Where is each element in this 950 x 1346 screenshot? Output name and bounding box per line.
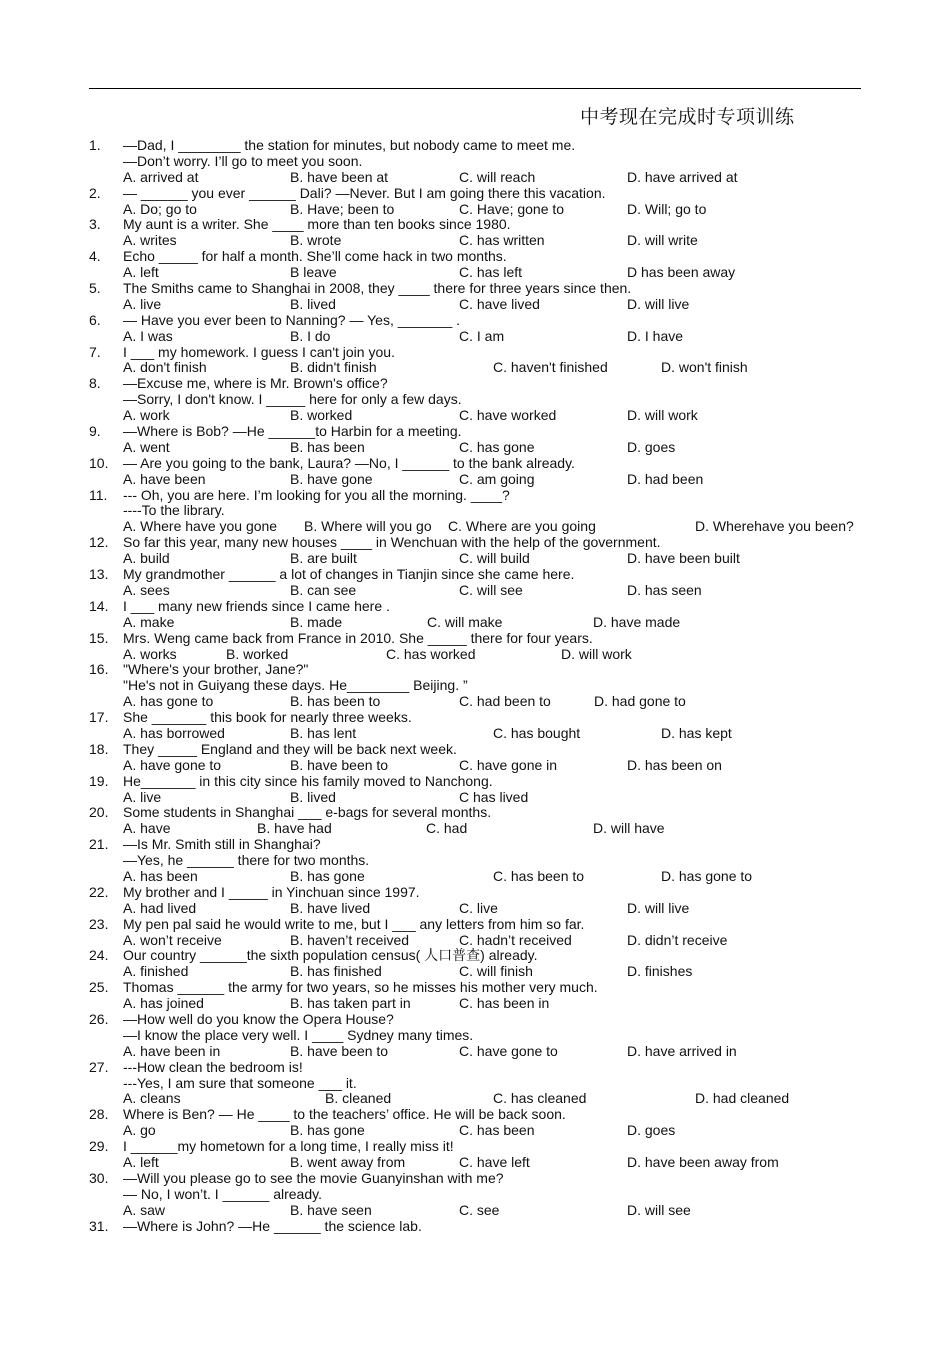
question-text: Some students in Shanghai ___ e-bags for several months. — [123, 804, 492, 821]
answer-option[interactable]: A. has joined — [123, 995, 204, 1012]
question-text: --- Oh, you are here. I’m looking for you all the morning. ____? — [123, 486, 510, 503]
question-number: 27. — [89, 1058, 109, 1075]
options-row — [0, 440, 950, 456]
question-text: —Dad, I ________ the station for minutes, but nobody came to meet me. — [123, 137, 576, 153]
answer-option[interactable]: D. had cleaned — [695, 1090, 790, 1107]
question-line — [0, 154, 950, 170]
answer-option[interactable]: A. live — [123, 295, 162, 312]
answer-option[interactable]: B. made — [290, 613, 343, 630]
question-line — [0, 885, 950, 901]
answer-option[interactable]: C. will finish — [459, 963, 533, 980]
answer-option[interactable]: B. Where will you go — [304, 518, 432, 535]
question-text: "Where's your brother, Jane?" — [123, 661, 309, 678]
question-item — [0, 376, 950, 424]
answer-option[interactable]: D. will have — [593, 820, 665, 837]
question-line — [0, 217, 950, 233]
question-number: 3. — [89, 216, 101, 233]
question-item — [0, 1139, 950, 1171]
question-line — [0, 948, 950, 964]
question-item — [0, 599, 950, 631]
answer-option[interactable]: A. make — [123, 613, 175, 630]
question-line — [0, 1012, 950, 1028]
answer-option[interactable]: B. are built — [290, 550, 357, 567]
answer-option[interactable]: C. Where are you going — [448, 518, 596, 535]
options-row — [0, 1044, 950, 1060]
question-line — [0, 1076, 950, 1092]
question-line — [0, 980, 950, 996]
answer-option[interactable]: B. has taken part in — [290, 995, 411, 1012]
options-row — [0, 329, 950, 345]
answer-option[interactable]: D. Wherehave you been? — [695, 518, 854, 535]
question-number: 16. — [89, 661, 109, 678]
question-text: My grandmother ______ a lot of changes in Tianjin since she came here. — [123, 566, 575, 583]
answer-option[interactable]: C. have gone to — [459, 1042, 558, 1059]
question-number: 15. — [89, 629, 109, 646]
answer-option[interactable]: A. left — [123, 1154, 159, 1170]
answer-option[interactable]: B. have been to — [290, 1042, 389, 1059]
answer-option[interactable]: C. will build — [459, 550, 530, 567]
question-number: 11. — [89, 486, 108, 503]
answer-option[interactable]: C. has left — [459, 264, 523, 281]
question-number: 6. — [89, 311, 101, 328]
question-number: 30. — [89, 1169, 109, 1186]
question-line — [0, 345, 950, 361]
answer-option[interactable]: B. has lent — [290, 724, 357, 741]
answer-option[interactable]: A. has gone to — [123, 693, 214, 710]
question-text: — ______ you ever ______ Dali? —Never. But I am going there this vacation. — [123, 184, 606, 201]
question-text: —I know the place very well. I ____ Sydney many times. — [123, 1026, 474, 1043]
options-row — [0, 360, 950, 376]
question-number: 17. — [89, 709, 109, 726]
question-number: 19. — [89, 772, 109, 789]
answer-option[interactable]: B. has gone — [290, 1122, 365, 1139]
question-line — [0, 1107, 950, 1123]
answer-option[interactable]: D. has seen — [627, 581, 702, 598]
answer-option[interactable]: C has lived — [459, 788, 529, 805]
question-item — [0, 885, 950, 917]
options-row — [0, 996, 950, 1012]
answer-option[interactable]: A. work — [123, 407, 170, 424]
options-row — [0, 647, 950, 663]
answer-option[interactable]: C. has written — [459, 232, 545, 249]
question-number: 2. — [89, 184, 101, 201]
question-item — [0, 1012, 950, 1060]
answer-option[interactable]: A. cleans — [123, 1090, 181, 1107]
options-row — [0, 901, 950, 917]
question-item — [0, 456, 950, 488]
answer-option[interactable]: B. have been at — [290, 168, 389, 185]
question-text: She _______ this book for nearly three weeks. — [123, 709, 412, 726]
answer-option[interactable]: A. has borrowed — [123, 724, 225, 741]
question-text: My pen pal said he would write to me, but I ___ any letters from him so far. — [123, 915, 585, 932]
options-row — [0, 694, 950, 710]
question-item — [0, 345, 950, 377]
answer-option[interactable]: D has been away — [627, 264, 736, 281]
question-text: I ______my hometown for a long time, I really miss it! — [123, 1138, 454, 1155]
question-line — [0, 1028, 950, 1044]
answer-option[interactable]: B. have lived — [290, 899, 371, 916]
answer-option[interactable]: C. am going — [459, 470, 535, 487]
options-row — [0, 615, 950, 631]
question-text: —Sorry, I don't know. I _____ here for only a few days. — [123, 391, 462, 408]
answer-option[interactable]: A. have — [123, 820, 171, 837]
question-line — [0, 1171, 950, 1187]
question-line — [0, 535, 950, 551]
question-number: 8. — [89, 375, 101, 392]
answer-option[interactable]: C. has bought — [493, 724, 581, 741]
answer-option[interactable]: B. lived — [290, 788, 336, 805]
answer-option[interactable]: A. have been in — [123, 1042, 221, 1059]
answer-option[interactable]: C. has been in — [459, 995, 550, 1012]
options-row — [0, 790, 950, 806]
options-row — [0, 202, 950, 218]
answer-option[interactable]: D. I have — [627, 327, 684, 344]
question-number: 22. — [89, 883, 109, 900]
answer-option[interactable]: C. has been — [459, 1122, 535, 1139]
question-line — [0, 249, 950, 265]
answer-option[interactable]: C. has gone — [459, 438, 535, 455]
answer-option[interactable]: A. arrived at — [123, 168, 199, 185]
answer-option[interactable]: D. finishes — [627, 963, 693, 980]
question-item — [0, 631, 950, 663]
question-text: —Excuse me, where is Mr. Brown's office? — [123, 375, 388, 392]
answer-option[interactable]: C. will make — [427, 613, 503, 630]
question-item — [0, 313, 950, 345]
options-row — [0, 551, 950, 567]
question-item — [0, 917, 950, 949]
options-row — [0, 297, 950, 313]
answer-option[interactable]: D. didn’t receive — [627, 931, 728, 948]
question-text: I ___ my homework. I guess I can't join you. — [123, 343, 395, 360]
answer-option[interactable]: C. have left — [459, 1154, 530, 1170]
question-item — [0, 567, 950, 599]
question-line — [0, 599, 950, 615]
answer-option[interactable]: B. went away from — [290, 1154, 406, 1170]
answer-option[interactable]: C. will see — [459, 581, 523, 598]
answer-option[interactable]: B. can see — [290, 581, 357, 598]
question-number: 10. — [89, 454, 109, 471]
answer-option[interactable]: C. have gone in — [459, 756, 558, 773]
question-line — [0, 1139, 950, 1155]
answer-option[interactable]: D. will work — [627, 407, 698, 424]
question-item — [0, 424, 950, 456]
options-row — [0, 1091, 950, 1107]
question-line — [0, 837, 950, 853]
answer-option[interactable]: A. saw — [123, 1201, 166, 1218]
answer-option[interactable]: D. has been on — [627, 756, 722, 773]
question-line — [0, 742, 950, 758]
answer-option[interactable]: A. Do; go to — [123, 200, 197, 217]
question-text: Where is Ben? — He ____ to the teachers’ office. He will be back soon. — [123, 1106, 566, 1123]
question-item — [0, 535, 950, 567]
options-row — [0, 1203, 950, 1219]
answer-option[interactable]: D. have arrived at — [627, 168, 738, 185]
answer-option[interactable]: B. haven’t received — [290, 931, 410, 948]
question-text: ---How clean the bedroom is! — [123, 1058, 303, 1075]
answer-option[interactable]: D. has kept — [661, 724, 732, 741]
question-text: So far this year, many new houses ____ in Wenchuan with the help of the government. — [123, 534, 661, 551]
question-item — [0, 138, 950, 186]
question-line — [0, 138, 950, 154]
answer-option[interactable]: B. I do — [290, 327, 331, 344]
question-item — [0, 488, 950, 536]
question-text: He_______ in this city since his family moved to Nanchong. — [123, 772, 493, 789]
question-number: 25. — [89, 979, 109, 996]
options-row — [0, 519, 950, 535]
answer-option[interactable]: B. has gone — [290, 867, 365, 884]
answer-option[interactable]: A. finished — [123, 963, 189, 980]
answer-option[interactable]: D. will see — [627, 1201, 691, 1218]
options-row — [0, 170, 950, 186]
question-number: 18. — [89, 740, 109, 757]
question-item — [0, 980, 950, 1012]
options-row — [0, 964, 950, 980]
answer-option[interactable]: D. will write — [627, 232, 698, 249]
question-text: "He's not in Guiyang these days. He________ Beijing. ” — [123, 677, 468, 694]
question-line — [0, 774, 950, 790]
question-line — [0, 662, 950, 678]
question-line — [0, 1219, 950, 1235]
answer-option[interactable]: C. live — [459, 899, 498, 916]
question-number: 29. — [89, 1138, 109, 1155]
answer-option[interactable]: D. had gone to — [594, 693, 686, 710]
question-item — [0, 837, 950, 885]
question-text: —How well do you know the Opera House? — [123, 1010, 394, 1027]
answer-option[interactable]: B. cleaned — [325, 1090, 392, 1107]
page-title: 中考现在完成时专项训练 — [580, 106, 795, 128]
answer-option[interactable]: A. went — [123, 438, 170, 455]
question-number: 5. — [89, 280, 101, 297]
question-text: My brother and I _____ in Yinchuan since 1997. — [123, 883, 420, 900]
answer-option[interactable]: A. go — [123, 1122, 156, 1139]
question-text: The Smiths came to Shanghai in 2008, they ____ there for three years since then. — [123, 280, 632, 297]
question-number: 20. — [89, 804, 109, 821]
question-text: —Where is John? —He ______ the science lab. — [123, 1217, 422, 1234]
answer-option[interactable]: D. Will; go to — [627, 200, 707, 217]
answer-option[interactable]: A. have gone to — [123, 756, 222, 773]
question-number: 31. — [89, 1217, 109, 1234]
question-number: 13. — [89, 566, 109, 583]
answer-option[interactable]: D. had been — [627, 470, 704, 487]
answer-option[interactable]: A. won’t receive — [123, 931, 222, 948]
question-number: 7. — [89, 343, 101, 360]
options-row — [0, 265, 950, 281]
question-item — [0, 186, 950, 218]
question-text: —Don’t worry. I’ll go to meet you soon. — [123, 152, 363, 169]
answer-option[interactable]: B. have been to — [290, 756, 389, 773]
answer-option[interactable]: A. have been — [123, 470, 206, 487]
answer-option[interactable]: A. build — [123, 550, 170, 567]
question-text: ----To the library. — [123, 502, 225, 519]
question-line — [0, 488, 950, 504]
question-text: Echo _____ for half a month. She’ll come hack in two months. — [123, 248, 507, 265]
answer-option[interactable]: B. have had — [257, 820, 332, 837]
answer-option[interactable]: A. had lived — [123, 899, 197, 916]
options-row — [0, 869, 950, 885]
question-number: 24. — [89, 947, 109, 964]
question-item — [0, 742, 950, 774]
question-item — [0, 1060, 950, 1108]
question-item — [0, 217, 950, 249]
answer-option[interactable]: B. lived — [290, 295, 336, 312]
question-item — [0, 662, 950, 710]
question-item — [0, 1219, 950, 1235]
answer-option[interactable]: D. have been away from — [627, 1154, 779, 1170]
answer-option[interactable]: B. didn't finish — [290, 359, 377, 376]
answer-option[interactable]: C. has cleaned — [493, 1090, 587, 1107]
answer-option[interactable]: A. I was — [123, 327, 173, 344]
question-line — [0, 424, 950, 440]
answer-option[interactable]: C. has been to — [493, 867, 585, 884]
question-line — [0, 917, 950, 933]
answer-option[interactable]: C. have worked — [459, 407, 557, 424]
question-text: Mrs. Weng came back from France in 2010. She _____ there for four years. — [123, 629, 593, 646]
question-list — [0, 138, 950, 1234]
question-number: 12. — [89, 534, 109, 551]
answer-option[interactable]: C. had — [426, 820, 468, 837]
question-text: —Will you please go to see the movie Guanyinshan with me? — [123, 1169, 504, 1186]
answer-option[interactable]: A. don't finish — [123, 359, 207, 376]
answer-option[interactable]: C. see — [459, 1201, 500, 1218]
question-line — [0, 805, 950, 821]
answer-option[interactable]: D. has gone to — [661, 867, 753, 884]
answer-option[interactable]: D. will live — [627, 899, 690, 916]
question-number: 23. — [89, 915, 109, 932]
question-line — [0, 567, 950, 583]
question-line — [0, 710, 950, 726]
question-text: Our country ______the sixth population census( 人口普查) already. — [123, 947, 538, 964]
answer-option[interactable]: C. have lived — [459, 295, 540, 312]
answer-option[interactable]: B leave — [290, 264, 337, 281]
question-number: 4. — [89, 248, 101, 265]
answer-option[interactable]: D. will live — [627, 295, 690, 312]
answer-option[interactable]: A. Where have you gone — [123, 518, 278, 535]
options-row — [0, 933, 950, 949]
question-text: They _____ England and they will be back next week. — [123, 740, 457, 757]
options-row — [0, 472, 950, 488]
options-row — [0, 583, 950, 599]
answer-option[interactable]: C. had been to — [459, 693, 551, 710]
answer-option[interactable]: D. have made — [593, 613, 681, 630]
question-line — [0, 853, 950, 869]
question-number: 28. — [89, 1106, 109, 1123]
question-item — [0, 281, 950, 313]
question-line — [0, 456, 950, 472]
answer-option[interactable]: B. Have; been to — [290, 200, 395, 217]
answer-option[interactable]: D. goes — [627, 438, 676, 455]
question-item — [0, 710, 950, 742]
options-row — [0, 408, 950, 424]
answer-option[interactable]: D. have been built — [627, 550, 740, 567]
answer-option[interactable]: D. have arrived in — [627, 1042, 737, 1059]
question-text: —Is Mr. Smith still in Shanghai? — [123, 836, 321, 853]
options-row — [0, 821, 950, 837]
question-line — [0, 186, 950, 202]
header-rule — [89, 88, 861, 89]
answer-option[interactable]: B. has finished — [290, 963, 382, 980]
answer-option[interactable]: D. goes — [627, 1122, 676, 1139]
options-row — [0, 726, 950, 742]
question-text: ---Yes, I am sure that someone ___ it. — [123, 1074, 357, 1091]
question-line — [0, 313, 950, 329]
question-number: 21. — [89, 836, 109, 853]
question-item — [0, 805, 950, 837]
answer-option[interactable]: D. will work — [561, 645, 632, 662]
answer-option[interactable]: A. sees — [123, 581, 170, 598]
options-row — [0, 758, 950, 774]
question-text: — Have you ever been to Nanning? — Yes, _______ . — [123, 311, 461, 328]
question-text: — Are you going to the bank, Laura? —No, I ______ to the bank already. — [123, 454, 575, 471]
question-number: 26. — [89, 1010, 109, 1027]
answer-option[interactable]: B. worked — [226, 645, 289, 662]
answer-option[interactable]: A. writes — [123, 232, 177, 249]
question-text: I ___ many new friends since I came here . — [123, 597, 390, 614]
question-text: — No, I won’t. I ______ already. — [123, 1185, 322, 1202]
options-row — [0, 1123, 950, 1139]
question-item — [0, 249, 950, 281]
question-line — [0, 1060, 950, 1076]
question-item — [0, 1171, 950, 1219]
question-number: 1. — [89, 137, 101, 153]
answer-option[interactable]: B. have seen — [290, 1201, 372, 1218]
question-line — [0, 281, 950, 297]
answer-option[interactable]: D. won't finish — [661, 359, 748, 376]
question-item — [0, 1107, 950, 1139]
question-line — [0, 376, 950, 392]
answer-option[interactable]: A. works — [123, 645, 177, 662]
question-text: —Where is Bob? —He ______to Harbin for a meeting. — [123, 423, 462, 440]
question-line — [0, 678, 950, 694]
answer-option[interactable]: B. worked — [290, 407, 353, 424]
options-row — [0, 1155, 950, 1171]
answer-option[interactable]: C. has worked — [386, 645, 476, 662]
question-item — [0, 948, 950, 980]
question-number: 14. — [89, 597, 109, 614]
question-text: Thomas ______ the army for two years, so he misses his mother very much. — [123, 979, 598, 996]
answer-option[interactable]: B. has been to — [290, 693, 381, 710]
answer-option[interactable]: C. I am — [459, 327, 505, 344]
question-line — [0, 392, 950, 408]
question-line — [0, 631, 950, 647]
answer-option[interactable]: B. have gone — [290, 470, 373, 487]
question-number: 9. — [89, 423, 101, 440]
answer-option[interactable]: C. hadn’t received — [459, 931, 572, 948]
options-row — [0, 233, 950, 249]
question-line — [0, 503, 950, 519]
answer-option[interactable]: B. wrote — [290, 232, 342, 249]
answer-option[interactable]: A. live — [123, 788, 162, 805]
answer-option[interactable]: C. will reach — [459, 168, 536, 185]
answer-option[interactable]: B. has been — [290, 438, 365, 455]
question-text: My aunt is a writer. She ____ more than ten books since 1980. — [123, 216, 511, 233]
question-line — [0, 1187, 950, 1203]
answer-option[interactable]: A. has been — [123, 867, 198, 884]
answer-option[interactable]: C. Have; gone to — [459, 200, 565, 217]
answer-option[interactable]: A. left — [123, 264, 159, 281]
question-item — [0, 774, 950, 806]
question-text: —Yes, he ______ there for two months. — [123, 852, 370, 869]
answer-option[interactable]: C. haven't finished — [493, 359, 608, 376]
